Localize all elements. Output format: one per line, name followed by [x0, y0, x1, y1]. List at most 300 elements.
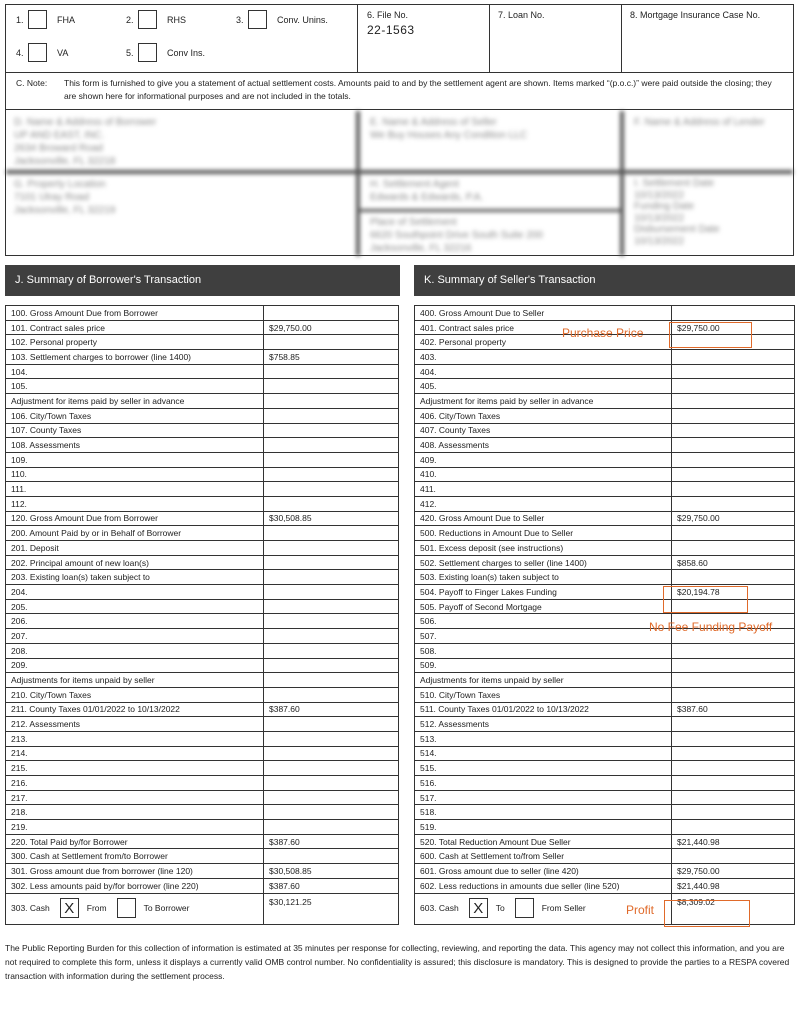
table-row	[6, 496, 399, 511]
cash-label: 603. Cash	[420, 903, 459, 913]
line-label: 302. Less amounts paid by/for borrower (line 220)	[6, 878, 264, 893]
table-row	[6, 673, 399, 688]
line-label: 501. Excess deposit (see instructions)	[415, 541, 672, 556]
line-label: 219.	[6, 820, 264, 835]
table-row	[415, 717, 795, 732]
line-amount: $21,440.98	[672, 878, 795, 893]
loan-type-label: Conv. Unins.	[277, 14, 328, 25]
redacted-text: Place of Settlement	[370, 217, 457, 228]
table-row	[415, 526, 795, 541]
borrower-lines-table	[5, 305, 399, 925]
line-amount	[264, 717, 399, 732]
table-row	[415, 761, 795, 776]
line-amount	[264, 364, 399, 379]
line-label: 508.	[415, 643, 672, 658]
note-label: C. Note:	[16, 78, 48, 88]
line-amount	[672, 687, 795, 702]
redacted-text: H. Settlement Agent	[370, 179, 459, 190]
line-label: Adjustments for items unpaid by seller	[6, 673, 264, 688]
line-label: 111.	[6, 482, 264, 497]
line-label: 208.	[6, 643, 264, 658]
line-label: 102. Personal property	[6, 335, 264, 350]
redacted-text: E. Name & Address of Seller	[370, 117, 497, 128]
rhs-checkbox[interactable]	[138, 10, 157, 29]
line-label: 216.	[6, 776, 264, 791]
table-row	[415, 423, 795, 438]
table-row	[415, 776, 795, 791]
table-row	[6, 555, 399, 570]
line-amount	[672, 408, 795, 423]
conv-ins-checkbox[interactable]	[138, 43, 157, 62]
line-label: 105.	[6, 379, 264, 394]
line-amount	[264, 452, 399, 467]
cash-option-label: To Borrower	[143, 903, 190, 913]
line-amount	[672, 570, 795, 585]
purchase-price-annotation: Purchase Price	[562, 326, 644, 340]
line-amount	[672, 820, 795, 835]
line-label: 202. Principal amount of new loan(s)	[6, 555, 264, 570]
cash-options	[11, 897, 258, 920]
line-amount	[264, 585, 399, 600]
table-row	[6, 790, 399, 805]
cash-checkbox-unchecked[interactable]	[117, 898, 136, 918]
table-row	[6, 629, 399, 644]
line-amount	[264, 526, 399, 541]
line-label: 516.	[415, 776, 672, 791]
line-amount	[264, 423, 399, 438]
line-amount	[672, 746, 795, 761]
line-amount	[264, 761, 399, 776]
file-number-value: 22-1563	[367, 23, 415, 37]
line-label: 503. Existing loan(s) taken subject to	[415, 570, 672, 585]
table-row	[6, 746, 399, 761]
borrower-block	[6, 113, 351, 171]
redacted-text: We Buy Houses Any Condition LLC	[370, 130, 528, 141]
line-amount: $387.60	[264, 878, 399, 893]
loan-type-label: VA	[57, 47, 69, 58]
line-label: 300. Cash at Settlement from/to Borrower	[6, 849, 264, 864]
table-row	[415, 306, 795, 321]
purchase-price-highlight-box	[669, 322, 752, 348]
line-label: 108. Assessments	[6, 438, 264, 453]
mortgage-case-label: 8. Mortgage Insurance Case No.	[630, 10, 761, 20]
table-row	[415, 555, 795, 570]
line-label: 600. Cash at Settlement to/from Seller	[415, 849, 672, 864]
table-row	[415, 658, 795, 673]
line-label: 407. County Taxes	[415, 423, 672, 438]
table-row	[6, 452, 399, 467]
line-amount	[264, 658, 399, 673]
line-amount	[264, 731, 399, 746]
dates-block	[626, 175, 791, 250]
loan-type-rhs	[126, 10, 186, 29]
table-row	[415, 452, 795, 467]
table-row	[6, 820, 399, 835]
line-label: 602. Less reductions in amounts due seller (line 520)	[415, 878, 672, 893]
seller-lines-table	[414, 305, 795, 925]
line-amount	[672, 526, 795, 541]
line-label: 103. Settlement charges to borrower (line 1400)	[6, 350, 264, 365]
redacted-text: G. Property Location	[14, 179, 106, 190]
line-label: 214.	[6, 746, 264, 761]
loan-type-conv-ins	[126, 43, 205, 62]
line-amount	[264, 673, 399, 688]
line-label: 220. Total Paid by/for Borrower	[6, 834, 264, 849]
table-row	[415, 805, 795, 820]
cash-row	[6, 893, 399, 924]
payoff-annotation: No Fee Funding Payoff	[649, 620, 773, 634]
table-row	[6, 438, 399, 453]
loan-type-fha	[16, 10, 75, 29]
seller-summary-title: K. Summary of Seller's Transaction	[414, 265, 795, 296]
line-amount	[672, 658, 795, 673]
line-amount	[672, 482, 795, 497]
table-row	[415, 643, 795, 658]
table-row	[6, 585, 399, 600]
line-label: 207.	[6, 629, 264, 644]
conv-unins-checkbox[interactable]	[248, 10, 267, 29]
settlement-header	[5, 4, 794, 256]
line-amount: $758.85	[264, 350, 399, 365]
table-row	[415, 379, 795, 394]
place-block	[362, 213, 617, 258]
table-row	[415, 511, 795, 526]
line-label: 513.	[415, 731, 672, 746]
line-label: 112.	[6, 496, 264, 511]
cash-checkbox-checked[interactable]: X	[60, 898, 79, 918]
table-row	[415, 496, 795, 511]
table-row	[6, 511, 399, 526]
line-label: 519.	[415, 820, 672, 835]
fha-checkbox[interactable]	[28, 10, 47, 29]
line-label: 507.	[415, 629, 672, 644]
table-row	[6, 482, 399, 497]
line-amount	[672, 673, 795, 688]
redacted-text: Funding Date	[634, 201, 695, 212]
line-amount	[672, 805, 795, 820]
line-amount: $30,508.85	[264, 864, 399, 879]
line-amount	[672, 350, 795, 365]
va-checkbox[interactable]	[28, 43, 47, 62]
line-label: 212. Assessments	[6, 717, 264, 732]
table-row	[415, 702, 795, 717]
redacted-text: 2634 Broward Road	[14, 143, 103, 154]
line-amount	[264, 643, 399, 658]
table-row	[415, 482, 795, 497]
line-amount	[264, 394, 399, 409]
line-label: 401. Contract sales price	[415, 320, 672, 335]
line-label: 104.	[6, 364, 264, 379]
table-row	[415, 834, 795, 849]
redacted-text: 6620 Southpoint Drive South Suite 200	[370, 230, 543, 241]
cash-label: 303. Cash	[11, 903, 50, 913]
redacted-text: Disbursement Date	[634, 224, 720, 235]
line-amount	[264, 570, 399, 585]
line-amount	[264, 335, 399, 350]
loan-type-number: 3.	[236, 14, 244, 25]
line-label: 412.	[415, 496, 672, 511]
line-amount	[264, 306, 399, 321]
redacted-text: 10/13/2022	[634, 212, 685, 224]
line-label: 110.	[6, 467, 264, 482]
table-row	[415, 820, 795, 835]
line-label: 402. Personal property	[415, 335, 672, 350]
table-row	[415, 541, 795, 556]
line-label: 510. City/Town Taxes	[415, 687, 672, 702]
line-label: 204.	[6, 585, 264, 600]
redacted-divider	[356, 111, 360, 256]
table-row	[6, 878, 399, 893]
table-row	[6, 717, 399, 732]
note-text: This form is furnished to give you a statement of actual settlement costs. Amounts paid to and by the settlement agent are shown. Items marked “(p.o.c.)” were paid outside the closing; they are shown here for informational purposes and are not included in the totals.	[64, 78, 772, 101]
loan-number-cell	[490, 5, 622, 72]
line-amount	[264, 438, 399, 453]
line-label: 101. Contract sales price	[6, 320, 264, 335]
line-label: 205.	[6, 599, 264, 614]
loan-type-number: 4.	[16, 47, 24, 58]
table-row	[415, 408, 795, 423]
line-amount	[672, 717, 795, 732]
line-label: 215.	[6, 761, 264, 776]
line-amount: $387.60	[672, 702, 795, 717]
table-row	[6, 658, 399, 673]
lender-block	[626, 113, 791, 132]
line-label: 120. Gross Amount Due from Borrower	[6, 511, 264, 526]
line-amount	[672, 776, 795, 791]
burden-statement: The Public Reporting Burden for this collection of information is estimated at 35 minutes per response for collecting, reviewing, and reporting the data. This agency may not collect this information, and you are not required to complete this form, unless it displays a currently valid OMB control number. No confidentiality is assured; this disclosure is mandatory. This is designed to provide the parties to a RESPA covered transaction with information during the settlement process.	[5, 943, 790, 981]
table-row	[6, 731, 399, 746]
cash-amount: $30,121.25	[264, 893, 399, 924]
line-amount	[672, 790, 795, 805]
cash-option-label: To	[495, 903, 505, 913]
line-label: 206.	[6, 614, 264, 629]
line-amount: $29,750.00	[672, 320, 795, 335]
table-row	[6, 570, 399, 585]
line-amount	[264, 467, 399, 482]
table-row	[415, 364, 795, 379]
table-row	[415, 731, 795, 746]
line-label: 500. Reductions in Amount Due to Seller	[415, 526, 672, 541]
line-label: 404.	[415, 364, 672, 379]
line-label: 301. Gross amount due from borrower (line 120)	[6, 864, 264, 879]
line-amount	[672, 541, 795, 556]
line-label: 210. City/Town Taxes	[6, 687, 264, 702]
table-row	[415, 673, 795, 688]
cash-checkbox-checked[interactable]: X	[469, 898, 488, 918]
table-row	[6, 805, 399, 820]
line-label: 512. Assessments	[415, 717, 672, 732]
redacted-text: UP AND EAST, INC.	[14, 130, 105, 141]
line-amount	[264, 482, 399, 497]
redacted-text: 10/13/2022	[634, 189, 685, 201]
line-label: 405.	[415, 379, 672, 394]
table-row	[6, 526, 399, 541]
redacted-text: Jacksonville, FL 32219	[14, 205, 116, 216]
table-row	[6, 864, 399, 879]
table-row	[415, 467, 795, 482]
line-amount	[672, 761, 795, 776]
table-row	[415, 878, 795, 893]
cash-label-cell	[6, 893, 264, 924]
line-amount	[672, 467, 795, 482]
line-label: 408. Assessments	[415, 438, 672, 453]
table-row	[6, 306, 399, 321]
loan-type-label: Conv Ins.	[167, 47, 206, 58]
line-amount	[264, 599, 399, 614]
line-label: 517.	[415, 790, 672, 805]
redacted-text: I. Settlement Date	[634, 178, 715, 189]
line-amount: $29,750.00	[672, 511, 795, 526]
line-amount	[672, 394, 795, 409]
redacted-text: 10/13/2022	[634, 235, 685, 247]
table-row	[6, 834, 399, 849]
redacted-text: D. Name & Address of Borrower	[14, 117, 157, 128]
line-label: 109.	[6, 452, 264, 467]
table-row	[6, 335, 399, 350]
property-block	[6, 175, 351, 220]
table-row	[415, 687, 795, 702]
redacted-text: Jacksonville, FL 32218	[14, 156, 116, 167]
cash-option-label: From	[86, 903, 107, 913]
line-label: 518.	[415, 805, 672, 820]
cash-checkbox-unchecked[interactable]	[515, 898, 534, 918]
table-row	[6, 599, 399, 614]
line-label: 209.	[6, 658, 264, 673]
line-amount	[672, 496, 795, 511]
line-label: 601. Gross amount due to seller (line 420)	[415, 864, 672, 879]
line-label: Adjustment for items paid by seller in advance	[415, 394, 672, 409]
payoff-highlight-box	[663, 586, 748, 613]
table-row	[6, 320, 399, 335]
line-amount	[264, 805, 399, 820]
loan-type-number: 1.	[16, 14, 24, 25]
line-amount	[672, 423, 795, 438]
line-amount: $21,440.98	[672, 834, 795, 849]
table-row	[6, 379, 399, 394]
note-section	[6, 73, 793, 110]
loan-type-label: FHA	[57, 14, 75, 25]
table-row	[415, 746, 795, 761]
line-label: 506.	[415, 614, 672, 629]
line-amount	[264, 555, 399, 570]
line-label: 409.	[415, 452, 672, 467]
table-row	[6, 408, 399, 423]
table-row	[6, 364, 399, 379]
line-label: 509.	[415, 658, 672, 673]
loan-number-label: 7. Loan No.	[498, 10, 545, 20]
redacted-text: 7101 Ulray Road	[14, 192, 90, 203]
line-amount: $30,508.85	[264, 511, 399, 526]
line-label: 502. Settlement charges to seller (line 1400)	[415, 555, 672, 570]
line-label: 514.	[415, 746, 672, 761]
table-row	[415, 864, 795, 879]
table-row	[415, 438, 795, 453]
line-label: 201. Deposit	[6, 541, 264, 556]
line-label: 100. Gross Amount Due from Borrower	[6, 306, 264, 321]
line-amount	[264, 849, 399, 864]
line-label: 403.	[415, 350, 672, 365]
line-amount	[264, 687, 399, 702]
line-label: 505. Payoff of Second Mortgage	[415, 599, 672, 614]
line-label: 106. City/Town Taxes	[6, 408, 264, 423]
seller-block	[362, 113, 617, 145]
line-amount	[264, 746, 399, 761]
line-amount: $387.60	[264, 834, 399, 849]
table-row	[6, 643, 399, 658]
table-row	[6, 394, 399, 409]
line-label: 410.	[415, 467, 672, 482]
header-top-row	[6, 5, 793, 73]
line-amount	[264, 496, 399, 511]
table-row	[6, 776, 399, 791]
redacted-parties-section	[6, 111, 793, 256]
table-row	[6, 761, 399, 776]
line-label: 520. Total Reduction Amount Due Seller	[415, 834, 672, 849]
table-row	[415, 570, 795, 585]
redacted-text: Edwards & Edwards, P.A.	[370, 192, 484, 203]
line-label: 400. Gross Amount Due to Seller	[415, 306, 672, 321]
table-row	[6, 849, 399, 864]
line-amount: $858.60	[672, 555, 795, 570]
table-row	[415, 394, 795, 409]
table-row	[6, 423, 399, 438]
loan-type-number: 2.	[126, 14, 134, 25]
table-row	[6, 467, 399, 482]
line-amount	[672, 849, 795, 864]
line-amount	[264, 379, 399, 394]
line-label: 411.	[415, 482, 672, 497]
line-amount	[264, 820, 399, 835]
line-amount	[672, 731, 795, 746]
line-label: 200. Amount Paid by or in Behalf of Borrower	[6, 526, 264, 541]
line-label: 218.	[6, 805, 264, 820]
borrower-summary-panel	[5, 265, 400, 917]
table-row	[6, 614, 399, 629]
line-label: Adjustments for items unpaid by seller	[415, 673, 672, 688]
table-row	[415, 849, 795, 864]
loan-type-label: RHS	[167, 14, 187, 25]
line-label: 107. County Taxes	[6, 423, 264, 438]
line-amount	[264, 614, 399, 629]
line-amount	[672, 379, 795, 394]
line-amount	[264, 629, 399, 644]
line-label: 211. County Taxes 01/01/2022 to 10/13/2022	[6, 702, 264, 717]
line-label: 420. Gross Amount Due to Seller	[415, 511, 672, 526]
line-amount	[672, 364, 795, 379]
cash-option-label: From Seller	[541, 903, 586, 913]
borrower-summary-title: J. Summary of Borrower's Transaction	[5, 265, 400, 296]
table-row	[415, 350, 795, 365]
loan-type-section	[6, 5, 358, 72]
redacted-divider	[358, 209, 620, 212]
line-label: 504. Payoff to Finger Lakes Funding	[415, 585, 672, 600]
line-amount	[672, 643, 795, 658]
line-amount: $387.60	[264, 702, 399, 717]
cash-amount: $8,309.02	[672, 893, 795, 924]
line-label: 217.	[6, 790, 264, 805]
line-amount	[264, 790, 399, 805]
profit-annotation: Profit	[626, 903, 655, 917]
redacted-text: Jacksonville, FL 32216	[370, 243, 472, 254]
line-label: 515.	[415, 761, 672, 776]
line-amount: $29,750.00	[264, 320, 399, 335]
line-label: 511. County Taxes 01/01/2022 to 10/13/2022	[415, 702, 672, 717]
redacted-text: F. Name & Address of Lender	[634, 117, 765, 128]
line-amount	[672, 452, 795, 467]
loan-type-conv-unins	[236, 10, 328, 29]
line-amount: $29,750.00	[672, 864, 795, 879]
loan-type-number: 5.	[126, 47, 134, 58]
